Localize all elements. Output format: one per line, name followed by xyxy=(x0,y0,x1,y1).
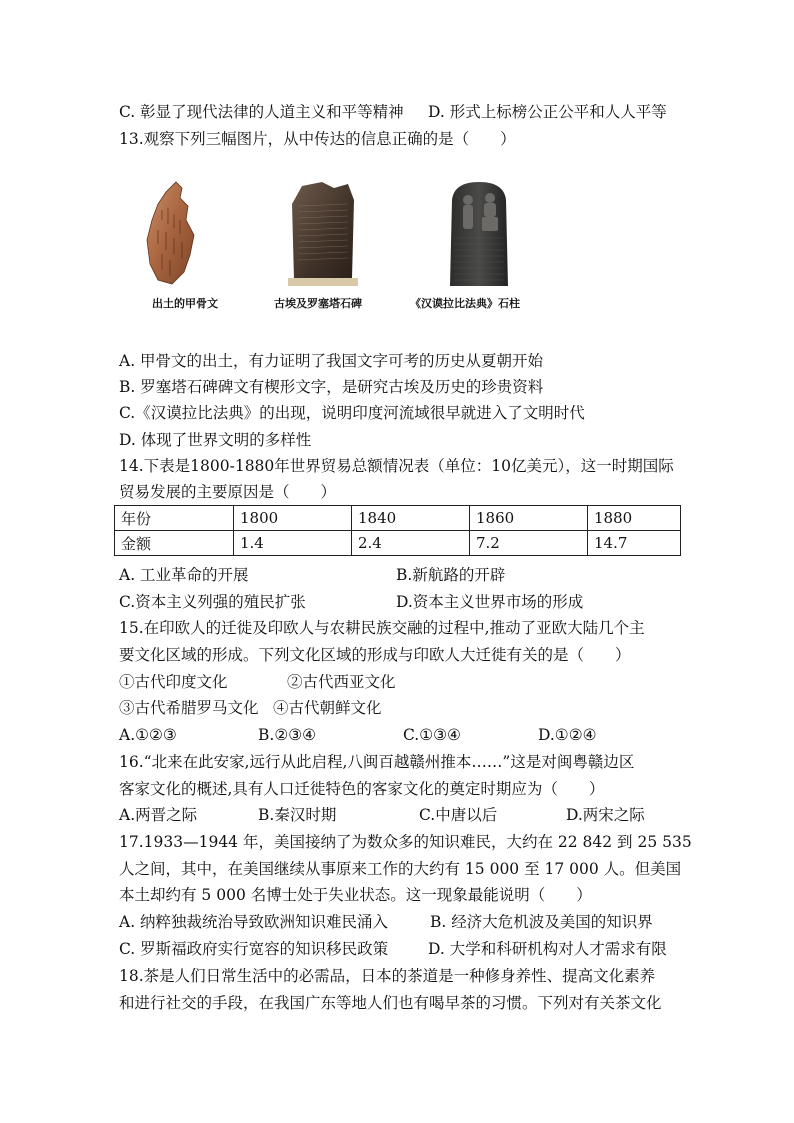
table-cell: 1880 xyxy=(588,506,681,531)
table-cell: 金额 xyxy=(115,531,234,556)
q13-option-c: C.《汉谟拉比法典》的出现，说明印度河流域很早就进入了文明时代 xyxy=(119,404,585,422)
q17-option-c: C. 罗斯福政府实行宽容的知识移民政策 xyxy=(119,940,389,958)
table-cell: 1800 xyxy=(234,506,352,531)
q12-option-c: C. 彰显了现代法律的人道主义和平等精神 xyxy=(119,103,404,121)
rosetta-stone-caption: 古埃及罗塞塔石碑 xyxy=(274,297,362,310)
q14-stem-line2: 贸易发展的主要原因是（ ） xyxy=(119,483,337,501)
q15-item-3: ③古代希腊罗马文化 xyxy=(119,699,259,717)
q16-option-d: D.两宋之际 xyxy=(566,806,645,824)
q14-option-a: A. 工业革命的开展 xyxy=(119,566,249,584)
table-cell: 年份 xyxy=(115,506,234,531)
rosetta-stone-image xyxy=(288,180,358,286)
q15-item-4: ④古代朝鲜文化 xyxy=(273,699,382,717)
q17-stem-line1: 17.1933—1944 年，美国接纳了为数众多的知识难民，大约在 22 842 到 25 535 xyxy=(119,833,692,851)
q18-stem-line1: 18.茶是人们日常生活中的必需品，日本的茶道是一种修身养性、提高文化素养 xyxy=(119,967,656,985)
q15-stem-line2: 要文化区域的形成。下列文化区域的形成与印欧人大迁徙有关的是（ ） xyxy=(119,646,631,664)
q16-option-a: A.两晋之际 xyxy=(119,806,198,824)
q17-option-b: B. 经济大危机波及美国的知识界 xyxy=(430,913,653,931)
q17-stem-line3: 本土却约有 5 000 名博士处于失业状态。这一现象最能说明（ ） xyxy=(119,886,592,904)
hammurabi-stele-image xyxy=(444,180,514,286)
q12-option-d: D. 形式上标榜公正公平和人人平等 xyxy=(428,103,667,121)
q17-option-a: A. 纳粹独裁统治导致欧洲知识难民涌入 xyxy=(119,913,389,931)
q15-option-c: C.①③④ xyxy=(403,726,461,744)
q13-option-b: B. 罗塞塔石碑碑文有楔形文字，是研究古埃及历史的珍贵资料 xyxy=(119,378,544,396)
table-cell: 1.4 xyxy=(234,531,352,556)
q15-item-2: ②古代西亚文化 xyxy=(287,673,396,691)
q17-option-d: D. 大学和科研机构对人才需求有限 xyxy=(428,940,667,958)
q13-option-a: A. 甲骨文的出土，有力证明了我国文字可考的历史从夏朝开始 xyxy=(119,352,544,370)
oracle-bone-image xyxy=(144,180,196,286)
oracle-bone-caption: 出土的甲骨文 xyxy=(152,297,218,310)
table-cell: 14.7 xyxy=(588,531,681,556)
q16-option-b: B.秦汉时期 xyxy=(258,806,337,824)
q16-option-c: C.中唐以后 xyxy=(419,806,498,824)
q14-option-d: D.资本主义世界市场的形成 xyxy=(396,593,584,611)
table-cell: 1860 xyxy=(470,506,588,531)
q14-stem-line1: 14.下表是1800-1880年世界贸易总额情况表（单位：10亿美元），这一时期国际 xyxy=(119,457,674,475)
q13-option-d: D. 体现了世界文明的多样性 xyxy=(119,431,312,449)
q15-item-1: ①古代印度文化 xyxy=(119,673,228,691)
q17-stem-line2: 人之间，其中，在美国继续从事原来工作的大约有 15 000 至 17 000 人。但美国 xyxy=(119,860,682,878)
q15-option-b: B.②③④ xyxy=(258,726,317,744)
q13-stem: 13.观察下列三幅图片，从中传达的信息正确的是（ ） xyxy=(119,130,516,148)
table-row xyxy=(115,506,681,531)
q14-option-b: B.新航路的开辟 xyxy=(396,566,506,584)
q15-option-a: A.①②③ xyxy=(119,726,177,744)
table-row xyxy=(115,531,681,556)
q16-stem-line1: 16.“北来在此安家,远行从此启程,八闽百越赣州推本……”这是对闽粤赣边区 xyxy=(119,753,635,771)
q15-stem-line1: 15.在印欧人的迁徙及印欧人与农耕民族交融的过程中,推动了亚欧大陆几个主 xyxy=(119,619,645,637)
table-cell: 1840 xyxy=(352,506,470,531)
q18-stem-line2: 和进行社交的手段，在我国广东等地人们也有喝早茶的习惯。下列对有关茶文化 xyxy=(119,994,662,1012)
q14-option-c: C.资本主义列强的殖民扩张 xyxy=(119,593,306,611)
q15-option-d: D.①②④ xyxy=(538,726,597,744)
q16-stem-line2: 客家文化的概述,具有人口迁徙特色的客家文化的奠定时期应为（ ） xyxy=(119,780,605,798)
hammurabi-stele-caption: 《汉谟拉比法典》石柱 xyxy=(410,297,520,310)
table-cell: 2.4 xyxy=(352,531,470,556)
trade-table xyxy=(114,505,681,556)
table-cell: 7.2 xyxy=(470,531,588,556)
